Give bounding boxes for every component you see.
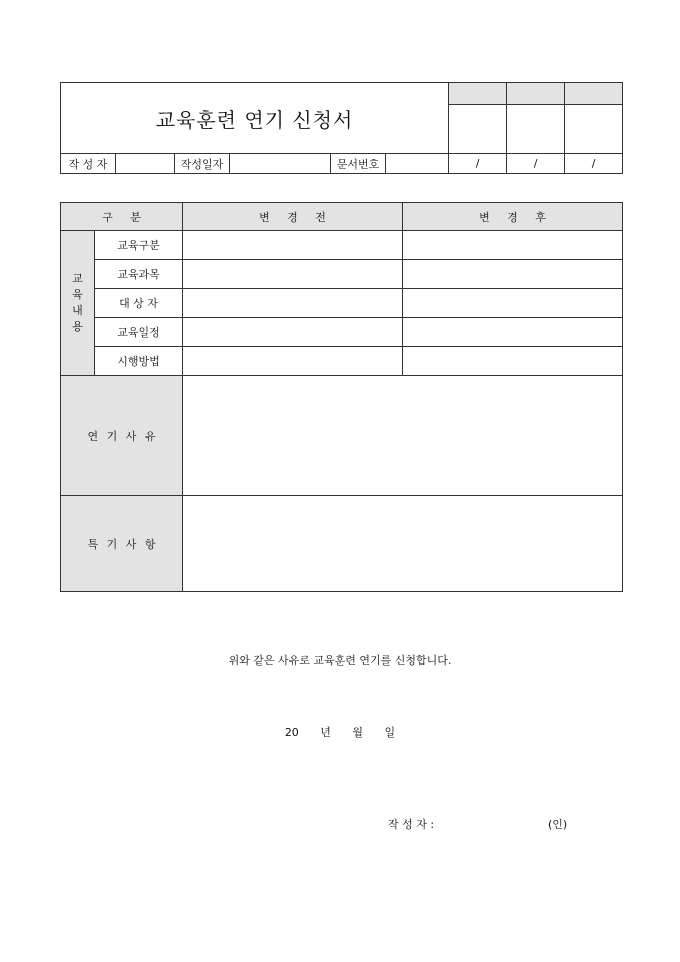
approval-header-cell-2	[507, 83, 565, 105]
reason-label: 연 기 사 유	[61, 376, 183, 496]
docno-label: 문서번호	[331, 154, 386, 174]
row-label-target: 대 상 자	[95, 289, 183, 318]
target-after-field[interactable]	[403, 289, 623, 318]
group-label-char: 내	[72, 304, 83, 317]
approval-date-3[interactable]: /	[565, 154, 623, 174]
document-header	[60, 82, 623, 174]
approval-sign-cell-1[interactable]	[449, 105, 507, 154]
approval-date-1[interactable]: /	[449, 154, 507, 174]
signature-label: 작 성 자 :	[388, 818, 435, 831]
row-label-edu-type: 교육구분	[95, 231, 183, 260]
edu-type-after-field[interactable]	[403, 231, 623, 260]
author-field[interactable]	[116, 154, 175, 174]
reason-field[interactable]	[183, 376, 623, 496]
row-label-schedule: 교육일정	[95, 318, 183, 347]
row-label-method: 시행방법	[95, 347, 183, 376]
date-label: 작성일자	[175, 154, 230, 174]
group-label-char: 교	[72, 272, 83, 285]
method-after-field[interactable]	[403, 347, 623, 376]
column-header-category: 구 분	[61, 203, 183, 231]
remarks-field[interactable]	[183, 496, 623, 592]
approval-header-cell-3	[565, 83, 623, 105]
seal-mark: (인)	[548, 818, 568, 831]
approval-sign-cell-3[interactable]	[565, 105, 623, 154]
method-before-field[interactable]	[183, 347, 403, 376]
row-label-edu-course: 교육과목	[95, 260, 183, 289]
group-label-char: 용	[72, 320, 83, 333]
schedule-before-field[interactable]	[183, 318, 403, 347]
approval-date-2[interactable]: /	[507, 154, 565, 174]
schedule-after-field[interactable]	[403, 318, 623, 347]
date-field[interactable]	[230, 154, 331, 174]
column-header-after: 변 경 후	[403, 203, 623, 231]
approval-sign-cell-2[interactable]	[507, 105, 565, 154]
group-label-education-content	[61, 231, 95, 376]
edu-course-before-field[interactable]	[183, 260, 403, 289]
date-line: 20 년 월 일	[284, 726, 396, 739]
change-table	[60, 202, 623, 592]
form-title: 교육훈련 연기 신청서	[61, 83, 449, 154]
edu-course-after-field[interactable]	[403, 260, 623, 289]
column-header-before: 변 경 전	[183, 203, 403, 231]
docno-field[interactable]	[386, 154, 449, 174]
remarks-label: 특 기 사 항	[61, 496, 183, 592]
group-label-char: 육	[72, 288, 83, 301]
author-label: 작 성 자	[61, 154, 116, 174]
approval-header-cell-1	[449, 83, 507, 105]
declaration-text: 위와 같은 사유로 교육훈련 연기를 신청합니다.	[228, 654, 452, 667]
edu-type-before-field[interactable]	[183, 231, 403, 260]
target-before-field[interactable]	[183, 289, 403, 318]
